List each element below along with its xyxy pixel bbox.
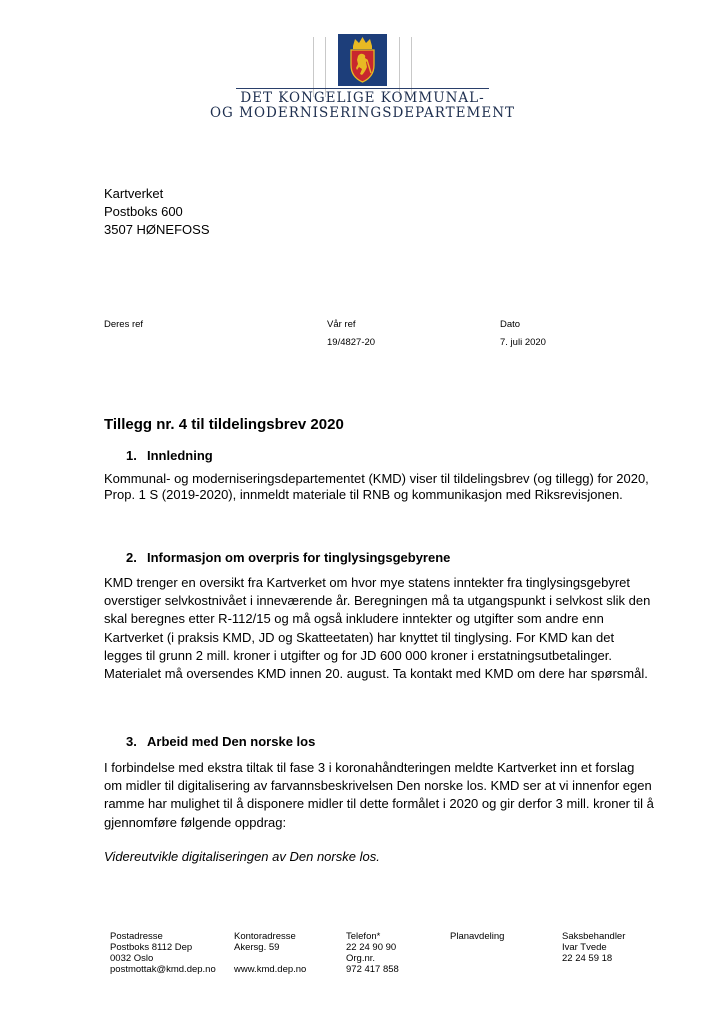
footer-phone: [346, 931, 399, 975]
section-number: 1.: [126, 448, 137, 463]
footer-label: Postadresse: [110, 931, 163, 942]
footer-text: 0032 Oslo: [110, 953, 154, 964]
section-title: Informasjon om overpris for tinglysingsgebyrene: [147, 550, 451, 565]
section-paragraph: Kommunal- og moderniseringsdepartementet (KMD) viser til tildelingsbrev (og tillegg) for 2020, Prop. 1 S (2019-2020), innmeldt materiale til RNB og kommunikasjon med Riksrevisjonen.: [104, 471, 649, 502]
section-paragraph: I forbindelse med ekstra tiltak til fase 3 i koronahåndteringen meldte Kartverket inn et forslag om midler til digitalisering av farvannsbeskrivelsen Den norske los. KMD ser at vi innenfor egen ramme har mulighet til å disponere midler til dette formålet i 2020 og gir derfor 3 mill. kroner til å gjennomføre følgende oppdrag:: [104, 760, 654, 830]
footer-text: Akersg. 59: [234, 942, 280, 953]
our-ref-label: Vår ref: [327, 319, 356, 330]
section-heading: [126, 448, 213, 463]
footer-text: 22 24 59 18: [562, 953, 613, 964]
footer-label: Saksbehandler: [562, 931, 626, 942]
footer-website[interactable]: www.kmd.dep.no: [234, 964, 307, 975]
footer-case-handler: [562, 931, 625, 964]
section-heading: [126, 734, 315, 749]
letter-title: Tillegg nr. 4 til tildelingsbrev 2020: [104, 416, 344, 433]
footer-text: 22 24 90 90: [346, 942, 397, 953]
section-title: Innledning: [147, 448, 213, 463]
section-heading: [126, 550, 450, 565]
recipient-postal: 3507 HØNEFOSS: [104, 222, 210, 237]
footer-label: Telefon*: [346, 931, 381, 942]
footer-label: Planavdeling: [450, 931, 505, 942]
letterhead-rule: [236, 88, 489, 89]
section-number: 2.: [126, 550, 137, 565]
section-title: Arbeid med Den norske los: [147, 734, 316, 749]
recipient-name: Kartverket: [104, 186, 164, 201]
recipient-street: Postboks 600: [104, 204, 183, 219]
assignment-text: Videreutvikle digitaliseringen av Den norske los.: [104, 849, 380, 864]
recipient-address: [104, 185, 210, 239]
section-number: 3.: [126, 734, 137, 749]
footer-office-address: [234, 931, 306, 975]
their-ref-label: Deres ref: [104, 319, 144, 330]
our-ref-value: 19/4827-20: [327, 337, 376, 348]
footer-text: Postboks 8112 Dep: [110, 942, 193, 953]
section-paragraph: KMD trenger en oversikt fra Kartverket om hvor mye statens inntekter fra tinglysingsgebyret overstiger selvkostnivået i inneværende år. Beregningen må ta utgangspunkt i selvkost slik den skal beregnes etter R-112/15 og må også inkludere inntekter og utgifter som andre enn Kartverket (i praksis KMD, JD og Skatteetaten) har knyttet til tinglysing. For KMD kan det legges til grunn 2 mill. kroner i utgifter og for JD 600 000 kroner i erstatningsutbetalinger. Materialet må oversendes KMD innen 20. august. Ta kontakt med KMD om dere har spørsmål.: [104, 575, 651, 682]
footer-text: Org.nr.: [346, 953, 376, 964]
department-name-line-1: DET KONGELIGE KOMMUNAL-: [240, 90, 485, 106]
footer-department: [450, 931, 504, 942]
footer-text: 972 417 858: [346, 964, 399, 975]
norwegian-coat-of-arms-icon: [338, 34, 387, 86]
department-name-line-2: OG MODERNISERINGSDEPARTEMENT: [209, 105, 516, 121]
footer-spacer: [234, 953, 306, 964]
footer-text: Ivar Tvede: [562, 942, 607, 953]
date-value: 7. juli 2020: [500, 337, 546, 348]
date-label: Dato: [500, 319, 521, 330]
footer-email[interactable]: postmottak@kmd.dep.no: [110, 964, 216, 975]
footer-label: Kontoradresse: [234, 931, 296, 942]
footer-postal-address: [110, 931, 216, 975]
